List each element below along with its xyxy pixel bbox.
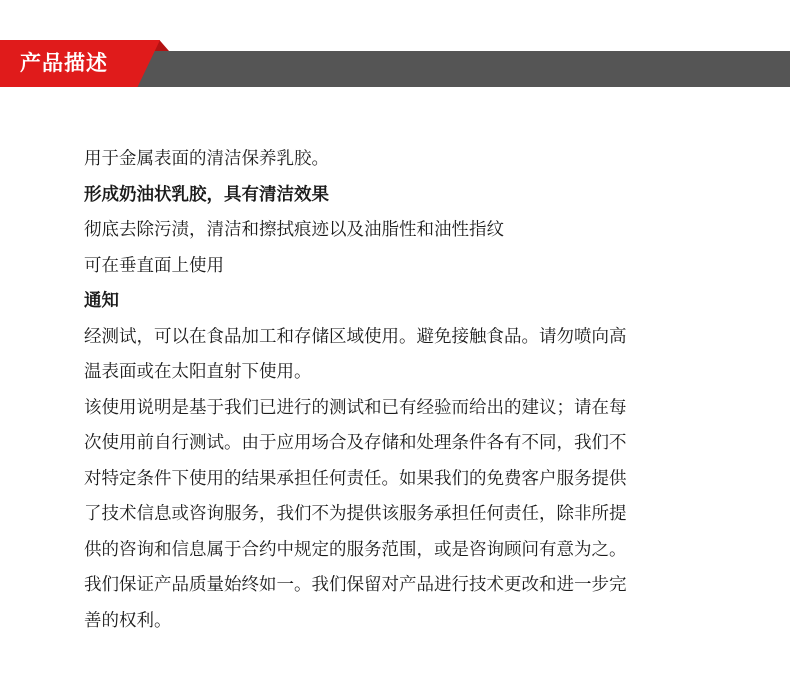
description-line: 彻底去除污渍，清洁和擦拭痕迹以及油脂性和油性指纹 bbox=[84, 220, 504, 240]
notice-line: 善的权利。 bbox=[84, 610, 172, 631]
notice-line: 该使用说明是基于我们已进行的测试和已有经验而给出的建议；请在每 bbox=[84, 397, 627, 418]
notice-line: 次使用前自行测试。由于应用场合及存储和处理条件各有不同，我们不 bbox=[84, 433, 627, 453]
notice-line: 温表面或在太阳直射下使用。 bbox=[84, 362, 312, 382]
notice-line: 经测试，可以在食品加工和存储区域使用。避免接触食品。请勿喷向高 bbox=[84, 326, 627, 347]
product-description bbox=[84, 142, 714, 639]
description-line: 用于金属表面的清洁保养乳胶。 bbox=[84, 149, 329, 169]
section-header bbox=[0, 40, 790, 87]
notice-line: 我们保证产品质量始终如一。我们保留对产品进行技术更改和进一步完 bbox=[84, 575, 627, 595]
notice-line: 了技术信息或咨询服务，我们不为提供该服务承担任何责任，除非所提 bbox=[84, 504, 627, 524]
notice-line: 对特定条件下使用的结果承担任何责任。如果我们的免费客户服务提供 bbox=[84, 468, 627, 489]
notice-heading: 通知 bbox=[84, 291, 119, 311]
description-line: 可在垂直面上使用 bbox=[84, 255, 224, 276]
notice-line: 供的咨询和信息属于合约中规定的服务范围，或是咨询顾问有意为之。 bbox=[84, 539, 627, 560]
section-title: 产品描述 bbox=[20, 51, 108, 75]
feature-heading: 形成奶油状乳胶，具有清洁效果 bbox=[84, 184, 329, 205]
